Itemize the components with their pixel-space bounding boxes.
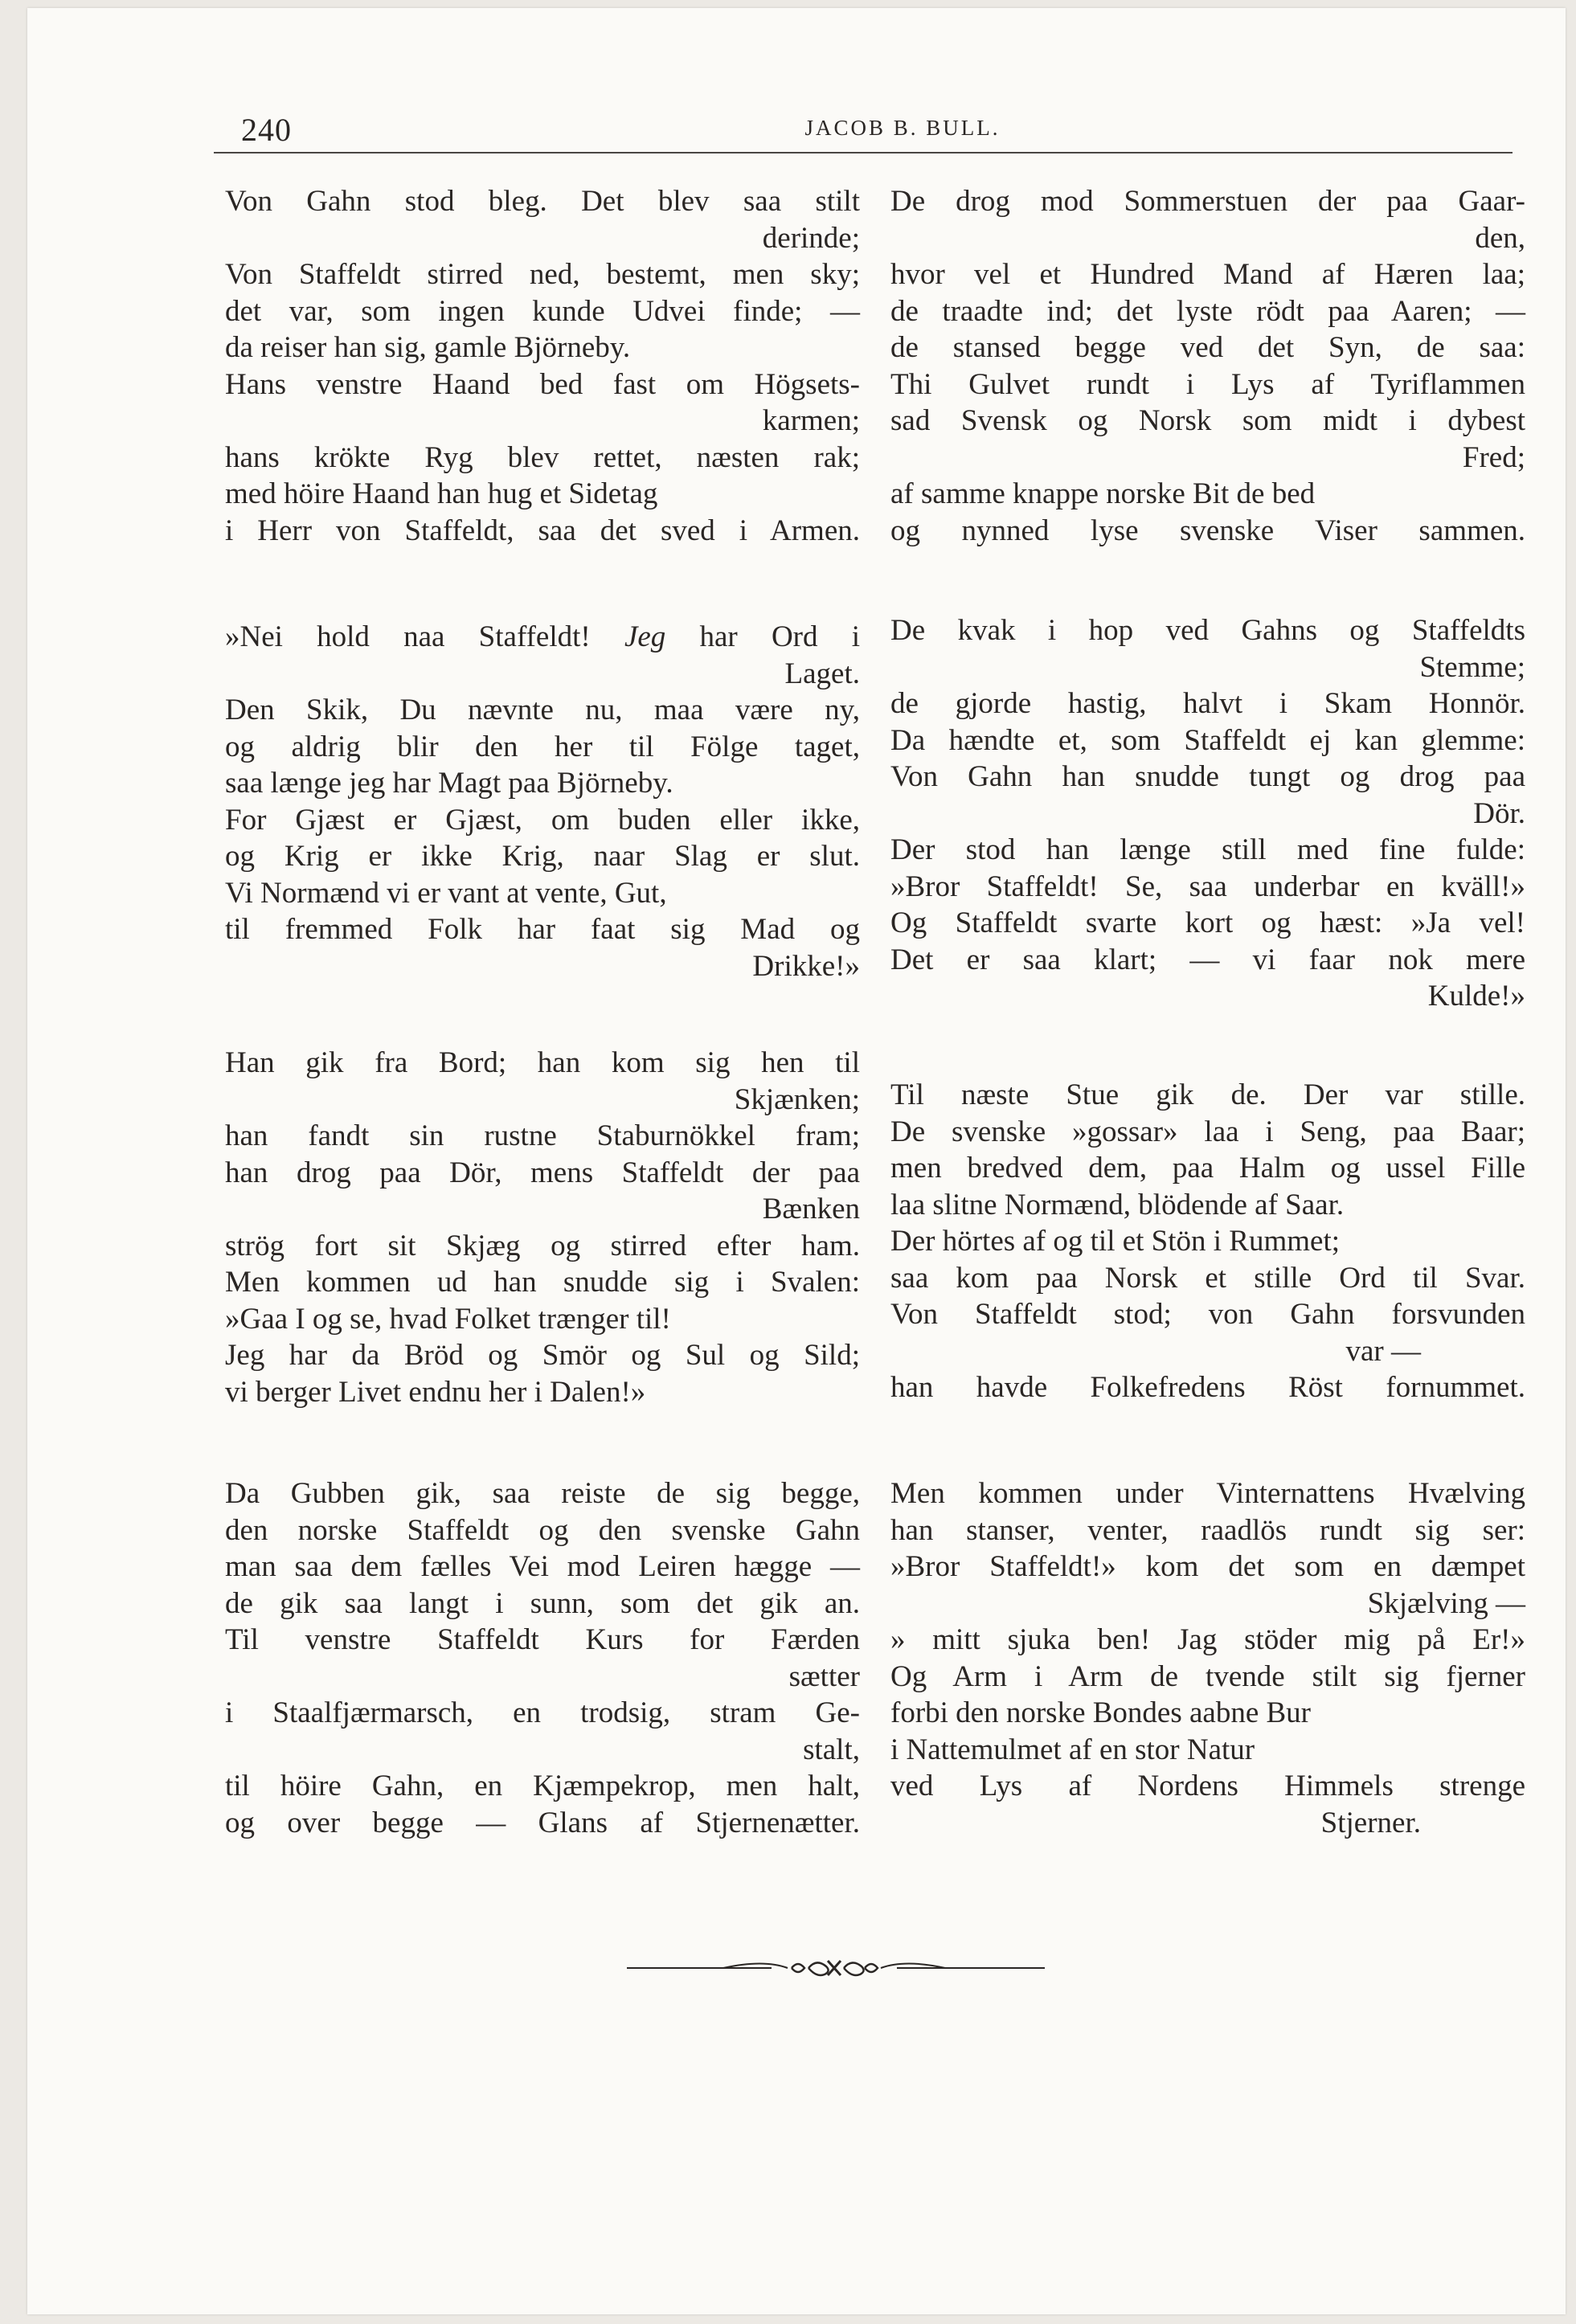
verse-line: men bredved dem, paa Halm og ussel Fille: [890, 1152, 1525, 1185]
verse-line: Fred;: [1462, 440, 1525, 474]
verse-line: Og Arm i Arm de tvende stilt sig fjerner: [890, 1659, 1525, 1693]
verse-line: Da Gubben gik, saa reiste de sig begge,: [225, 1477, 860, 1510]
verse-line: Skjælving —: [1367, 1586, 1525, 1620]
verse-line: og aldrig blir den her til Fölge taget,: [225, 730, 860, 763]
verse-line: Da hændte et, som Staffeldt ej kan glemme:: [890, 723, 1525, 757]
verse-line: han havde Folkefredens Röst fornummet.: [890, 1371, 1525, 1404]
verse-line: hvor vel et Hundred Mand af Hæren laa;: [890, 258, 1525, 291]
verse-line: strög fort sit Skjæg og stirred efter ham.: [225, 1229, 860, 1262]
stanza: [225, 1475, 860, 1841]
verse-line: Von Staffeldt stod; von Gahn forsvunden: [890, 1298, 1525, 1331]
verse-line: han drog paa Dör, mens Staffeldt der paa: [225, 1156, 860, 1189]
header-rule: [214, 152, 1513, 153]
verse-line: sad Svensk og Norsk som midt i dybest: [890, 404, 1525, 437]
verse-line: han fandt sin rustne Staburnökkel fram;: [225, 1119, 860, 1152]
verse-line: Han gik fra Bord; han kom sig hen til: [225, 1046, 860, 1079]
verse-line: De drog mod Sommerstuen der paa Gaar-: [890, 185, 1525, 218]
verse-line: saa kom paa Norsk et stille Ord til Svar.: [890, 1261, 1525, 1295]
verse-line: Hans venstre Haand bed fast om Högsets-: [225, 367, 860, 401]
stanza: [225, 183, 860, 549]
verse-line: var —: [1345, 1334, 1421, 1368]
verse-line: til höire Gahn, en Kjæmpekrop, men halt,: [225, 1770, 860, 1802]
verse-line: ved Lys af Nordens Himmels strenge: [890, 1770, 1525, 1802]
verse-line: han stanser, venter, raadlös rundt sig ser:: [890, 1513, 1525, 1547]
verse-line: Laget.: [784, 657, 860, 690]
verse-line: hans krökte Ryg blev rettet, næsten rak;: [225, 440, 860, 474]
verse-line: til fremmed Folk har faat sig Mad og: [225, 913, 860, 946]
verse-line: Dör.: [1473, 796, 1525, 830]
verse-line: Bænken: [762, 1193, 860, 1225]
verse-line: den norske Staffeldt og den svenske Gahn: [225, 1513, 860, 1547]
verse-line: Thi Gulvet rundt i Lys af Tyriflammen: [890, 367, 1525, 401]
stanza: [225, 1045, 860, 1410]
verse-line: Men kommen under Vinternattens Hvælving: [890, 1477, 1525, 1510]
verse-line: karmen;: [762, 404, 860, 437]
verse-line: »Bror Staffeldt! Se, saa underbar en kväll!»: [890, 869, 1525, 903]
verse-line: man saa dem fælles Vei mod Leiren hægge —: [225, 1550, 860, 1583]
verse-line: Det er saa klart; — vi faar nok mere: [890, 943, 1525, 976]
verse-line: Jeg har da Bröd og Smör og Sul og Sild;: [225, 1339, 860, 1372]
verse-line: den,: [1475, 221, 1525, 255]
verse-line: stalt,: [803, 1733, 860, 1766]
verse-line: »Gaa I og se, hvad Folket trænger til!: [225, 1302, 671, 1336]
verse-line: vi berger Livet endnu her i Dalen!»: [225, 1375, 646, 1409]
verse-line: i Nattemulmet af en stor Natur: [890, 1733, 1255, 1766]
verse-line: de traadte ind; det lyste rödt paa Aaren; —: [890, 294, 1525, 328]
stanza: [225, 619, 860, 984]
verse-line: Vi Normænd vi er vant at vente, Gut,: [225, 876, 667, 910]
verse-line: de gjorde hastig, halvt i Skam Honnör.: [890, 687, 1525, 720]
verse-line: Stjerner.: [1320, 1806, 1421, 1839]
verse-line: i Herr von Staffeldt, saa det sved i Armen.: [225, 513, 860, 547]
stanza: [890, 612, 1525, 1015]
verse-line: Og Staffeldt svarte kort og hæst: »Ja vel!: [890, 906, 1525, 939]
verse-line: Stemme;: [1419, 650, 1525, 684]
verse-line: Von Gahn han snudde tungt og drog paa: [890, 760, 1525, 793]
verse-line: saa længe jeg har Magt paa Björneby.: [225, 767, 673, 800]
page-number: 240: [241, 112, 292, 148]
verse-line: Men kommen ud han snudde sig i Svalen:: [225, 1266, 860, 1299]
verse-line: de gik saa langt i sunn, som det gik an.: [225, 1586, 860, 1620]
verse-line: Til venstre Staffeldt Kurs for Færden: [225, 1623, 860, 1656]
stanza: [890, 1077, 1525, 1406]
verse-line: Den Skik, Du nævnte nu, maa være ny,: [225, 694, 860, 726]
verse-line: Til næste Stue gik de. Der var stille.: [890, 1078, 1525, 1111]
verse-line: af samme knappe norske Bit de bed: [890, 477, 1316, 510]
verse-line: Von Gahn stod bleg. Det blev saa stilt: [225, 185, 860, 218]
verse-line: det var, som ingen kunde Udvei finde; —: [225, 294, 860, 328]
tailpiece-ornament: [627, 1951, 1045, 1983]
verse-line: Kulde!»: [1427, 980, 1525, 1013]
verse-line: Der stod han længe still med fine fulde:: [890, 833, 1525, 866]
verse-line: og nynned lyse svenske Viser sammen.: [890, 513, 1525, 547]
verse-line: »Nei hold naa Staffeldt! Jeg har Ord i: [225, 620, 860, 653]
verse-line: »Bror Staffeldt!» kom det som en dæmpet: [890, 1550, 1525, 1583]
verse-line: med höire Haand han hug et Sidetag: [225, 477, 658, 510]
verse-line: Skjænken;: [734, 1082, 860, 1116]
verse-line: laa slitne Normænd, blödende af Saar.: [890, 1188, 1345, 1221]
verse-line: og Krig er ikke Krig, naar Slag er slut.: [225, 840, 860, 873]
verse-line: derinde;: [762, 221, 860, 255]
running-head: JACOB B. BULL.: [804, 116, 1001, 140]
stanza: [890, 1475, 1525, 1841]
verse-line: sætter: [788, 1659, 860, 1693]
verse-line: Von Staffeldt stirred ned, bestemt, men sky;: [225, 258, 860, 291]
stanza: [890, 183, 1525, 549]
verse-line: da reiser han sig, gamle Björneby.: [225, 331, 631, 364]
verse-line: Drikke!»: [752, 949, 860, 983]
verse-line: og over begge — Glans af Stjernenætter.: [225, 1806, 860, 1839]
verse-line: de stansed begge ved det Syn, de saa:: [890, 331, 1525, 364]
verse-line: De svenske »gossar» laa i Seng, paa Baar;: [890, 1115, 1525, 1148]
verse-line: » mitt sjuka ben! Jag stöder mig på Er!»: [890, 1623, 1525, 1656]
verse-line: forbi den norske Bondes aabne Bur: [890, 1696, 1312, 1729]
verse-line: Der hörtes af og til et Stön i Rummet;: [890, 1225, 1341, 1258]
verse-line: For Gjæst er Gjæst, om buden eller ikke,: [225, 803, 860, 837]
verse-line: De kvak i hop ved Gahns og Staffeldts: [890, 614, 1525, 647]
verse-line: i Staalfjærmarsch, en trodsig, stram Ge-: [225, 1696, 860, 1729]
